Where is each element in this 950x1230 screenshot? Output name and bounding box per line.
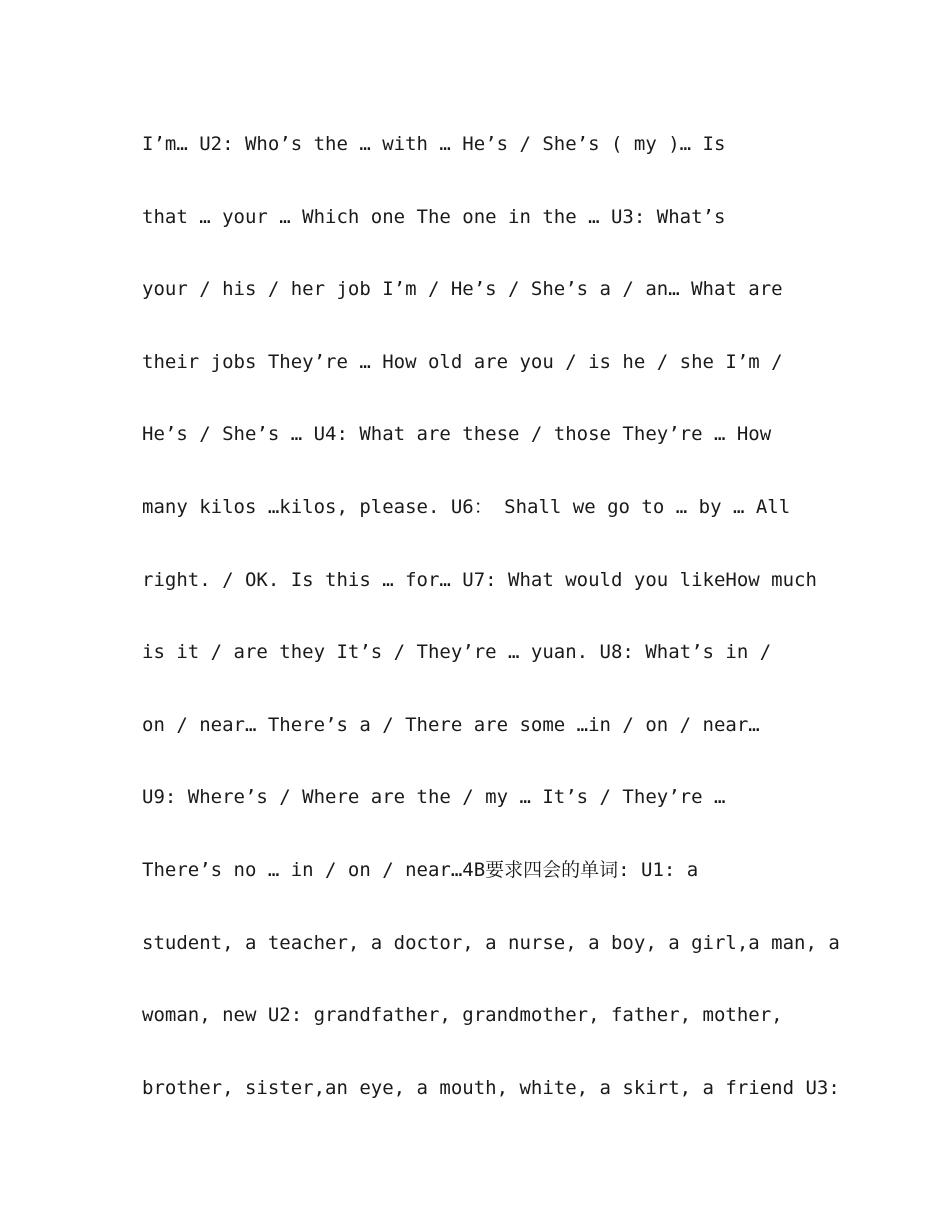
text-line: U9: Where’s / Where are the / my … It’s / They’re … <box>142 786 726 809</box>
text-line: many kilos …kilos, please. U6： Shall we go to … by … All <box>142 495 791 518</box>
text-line: right. / OK. Is this … for… U7: What would you likeHow much <box>142 568 817 591</box>
text-line: your / his / her job I’m / He’s / She’s a / an… What are <box>142 278 783 301</box>
text-line: their jobs They’re … How old are you / is he / she I’m / <box>142 350 783 373</box>
text-line: brother, sister,an eye, a mouth, white, a skirt, a friend U3: <box>142 1076 840 1099</box>
text-line: that … your … Which one The one in the … U3: What’s <box>142 205 726 228</box>
body-text <box>142 126 840 1142</box>
text-line: is it / are they It’s / They’re … yuan. U8: What’s in / <box>142 641 772 664</box>
text-line: He’s / She’s … U4: What are these / those They’re … How <box>142 423 772 446</box>
text-line: I’m… U2: Who’s the … with … He’s / She’s ( my )… Is <box>142 133 726 155</box>
text-line: There’s no … in / on / near…4B要求四会的单词: U1: a <box>142 858 699 881</box>
text-line: student, a teacher, a doctor, a nurse, a boy, a girl,a man, a <box>142 931 840 954</box>
text-line: on / near… There’s a / There are some …in / on / near… <box>142 713 760 736</box>
text-line: woman, new U2: grandfather, grandmother, father, mother, <box>142 1004 783 1027</box>
